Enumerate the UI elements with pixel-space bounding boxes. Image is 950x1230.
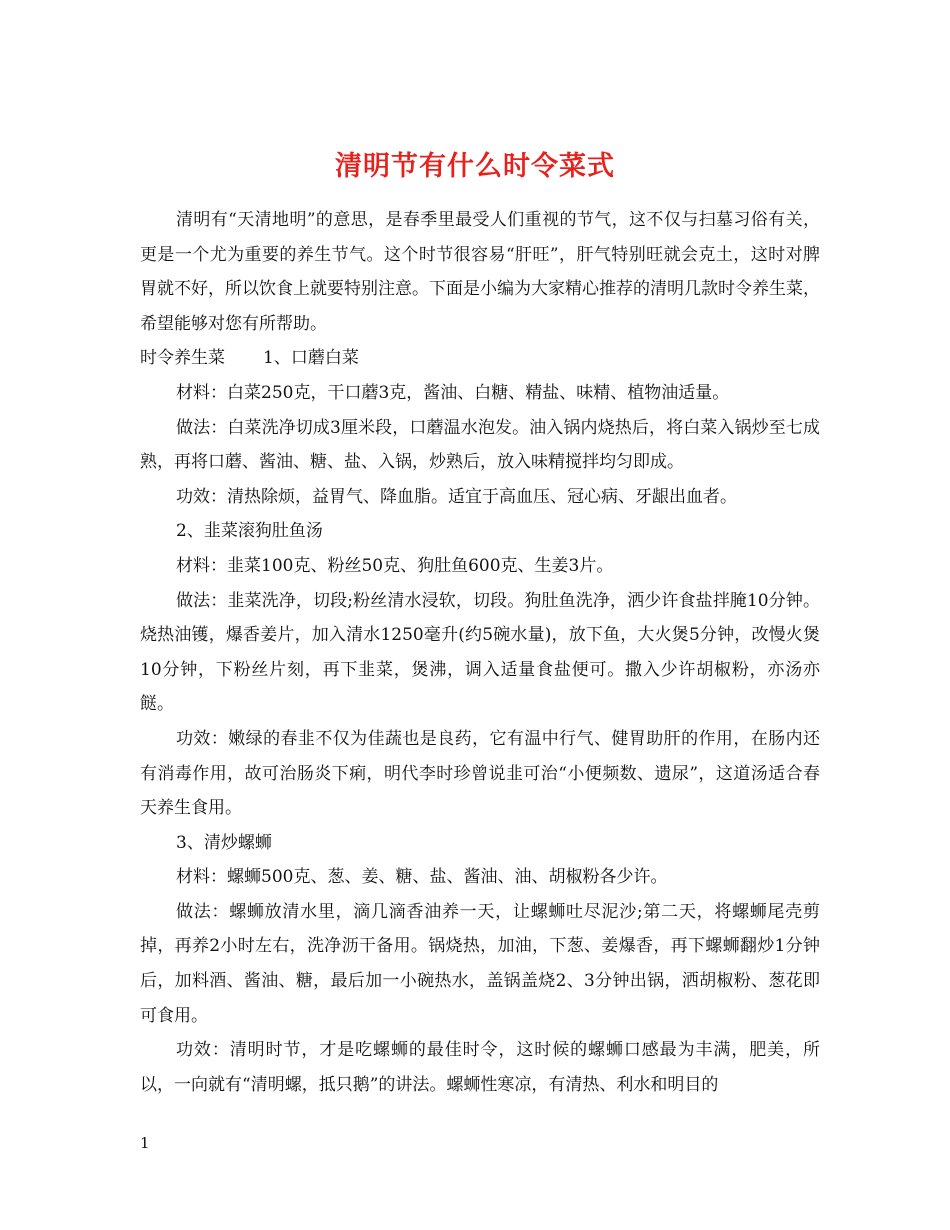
dish-3-ingredients: 材料：螺蛳500克、葱、姜、糖、盐、酱油、油、胡椒粉各少许。 xyxy=(176,867,668,888)
dish-3-name: 3、清炒螺蛳 xyxy=(176,832,272,853)
dish-2-method: 做法：韭菜洗净，切段;粉丝清水浸软，切段。狗肚鱼洗净，洒少许食盐拌腌10分钟。烧热油镬，爆香姜片，加入清水1250毫升(约5碗水量)，放下鱼，大火煲5分钟，改慢火煲10分钟，下粉丝片刻，再下韭菜，煲沸，调入适量食盐便可。撒入少许胡椒粉，亦汤亦餸。 xyxy=(140,590,820,715)
section-label: 时令养生菜 xyxy=(140,348,225,369)
dish-1-name: 1、口蘑白菜 xyxy=(263,348,359,369)
document-body xyxy=(140,203,820,1102)
dish-1-effect: 功效：清热除烦，益胃气、降血脂。适宜于高血压、冠心病、牙龈出血者。 xyxy=(176,486,737,507)
page-title: 清明节有什么时令菜式 xyxy=(335,151,615,183)
intro-paragraph: 清明有“天清地明”的意思，是春季里最受人们重视的节气，这不仅与扫墓习俗有关，更是一个尤为重要的养生节气。这个时节很容易“肝旺”，肝气特别旺就会克土，这时对脾胃就不好，所以饮食上就要特别注意。下面是小编为大家精心推荐的清明几款时令养生菜，希望能够对您有所帮助。 xyxy=(140,210,820,334)
dish-3-method: 做法：螺蛳放清水里，滴几滴香油养一天，让螺蛳吐尽泥沙;第二天，将螺蛳尾壳剪掉，再养2小时左右，洗净沥干备用。锅烧热，加油，下葱、姜爆香，再下螺蛳翻炒1分钟后，加料酒、酱油、糖，最后加一小碗热水，盖锅盖烧2、3分钟出锅，洒胡椒粉、葱花即可食用。 xyxy=(140,901,820,1026)
section-heading xyxy=(140,341,820,376)
dish-2-ingredients: 材料：韭菜100克、粉丝50克、狗肚鱼600克、生姜3片。 xyxy=(176,555,614,576)
dish-2-name: 2、韭菜滚狗肚鱼汤 xyxy=(176,521,323,542)
dish-3-effect: 功效：清明时节，才是吃螺蛳的最佳时令，这时候的螺蛳口感最为丰满，肥美，所以，一向就有“清明螺，抵只鹅”的讲法。螺蛳性寒凉，有清热、利水和明目的 xyxy=(140,1040,820,1095)
dish-1-method: 做法：白菜洗净切成3厘米段，口蘑温水泡发。油入锅内烧热后，将白菜入锅炒至七成熟，再将口蘑、酱油、糖、盐、入锅，炒熟后，放入味精搅拌均匀即成。 xyxy=(140,417,820,473)
dish-2-effect: 功效：嫩绿的春韭不仅为佳蔬也是良药，它有温中行气、健胃助肝的作用，在肠内还有消毒作用，故可治肠炎下痢，明代李时珍曾说韭可治“小便频数、遗尿”，这道汤适合春天养生食用。 xyxy=(140,728,820,819)
dish-1-ingredients: 材料：白菜250克，干口蘑3克，酱油、白糖、精盐、味精、植物油适量。 xyxy=(176,382,730,403)
page-number: 1 xyxy=(140,1134,150,1152)
